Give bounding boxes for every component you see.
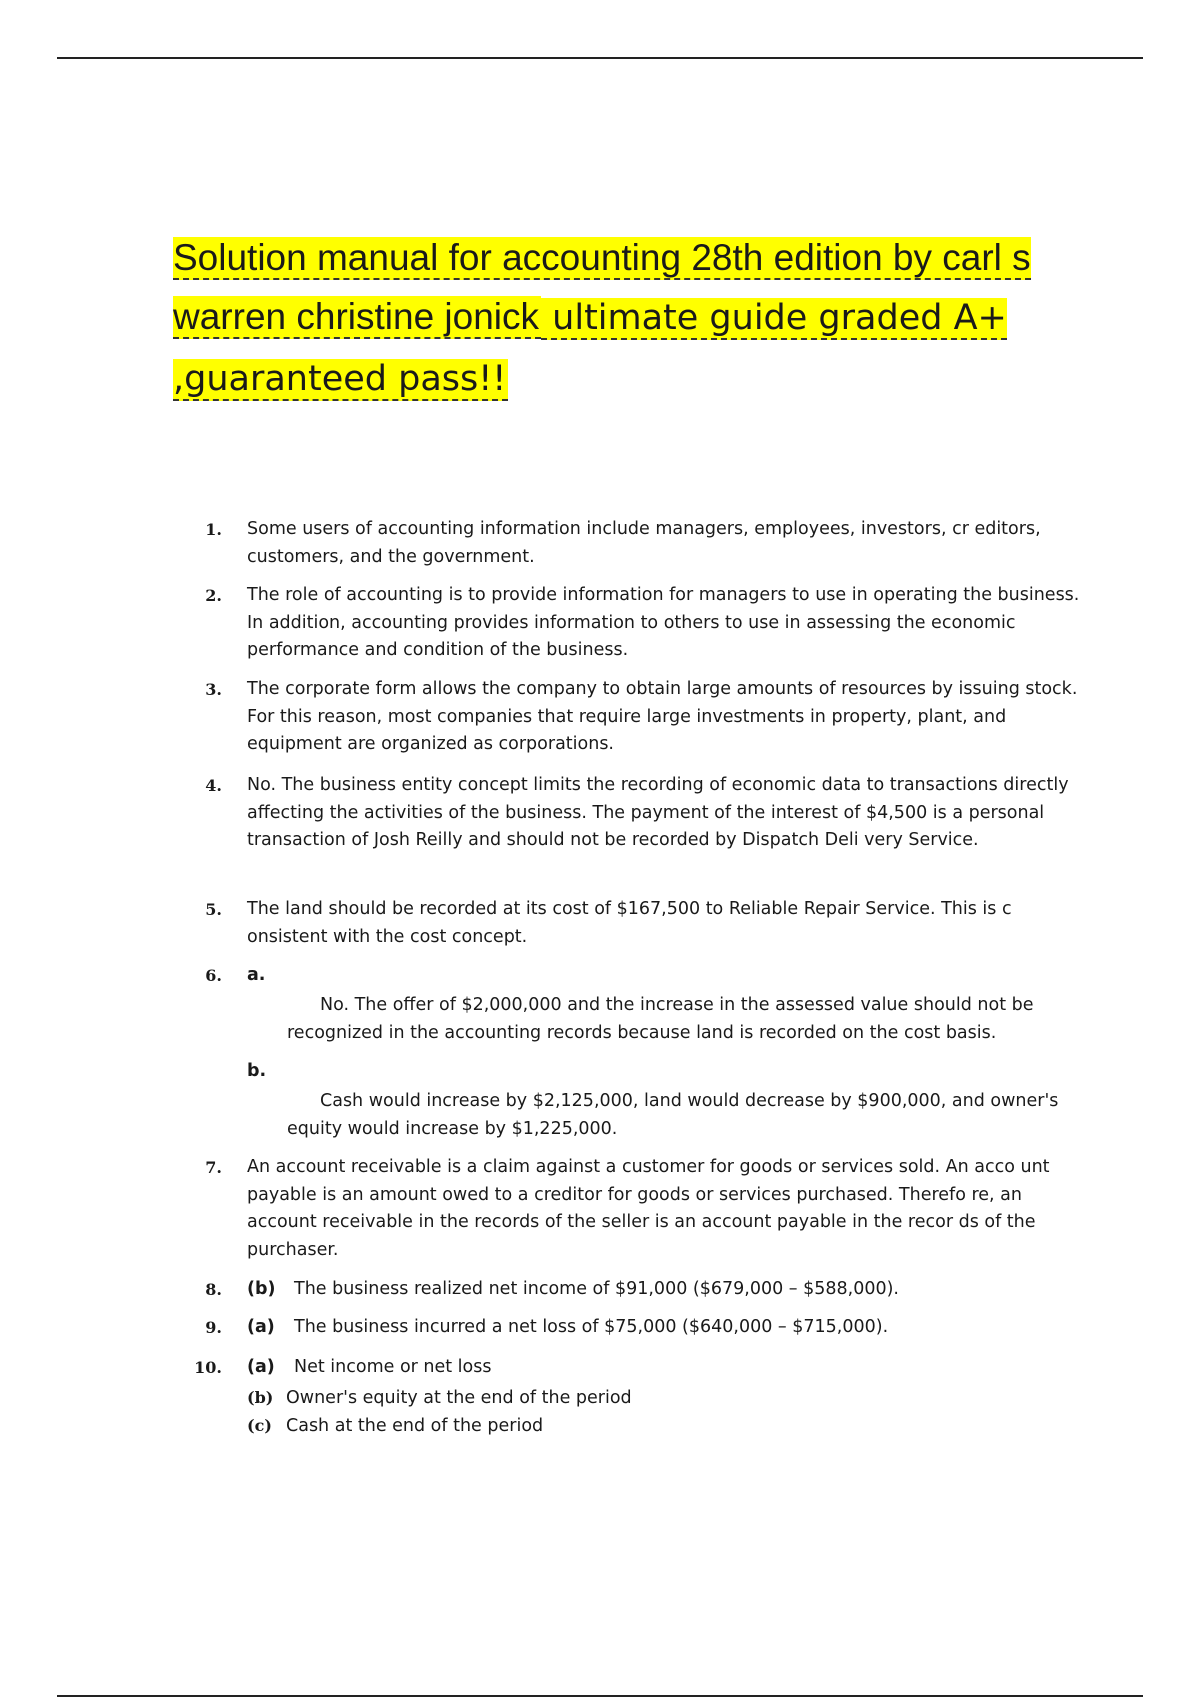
top-rule xyxy=(57,57,1143,59)
answer-text: The business incurred a net loss of $75,000 ($640,000 – $715,000). xyxy=(294,1317,889,1337)
answer-line xyxy=(247,1276,1087,1304)
answer-number: 8. xyxy=(205,1280,222,1299)
item-text: Net income or net loss xyxy=(294,1357,492,1377)
item-text: Cash at the end of the period xyxy=(286,1416,544,1436)
answer-number: 9. xyxy=(205,1318,222,1337)
item-label: (c) xyxy=(247,1416,272,1435)
answer-text: The land should be recorded at its cost of $167,500 to Reliable Repair Service. This is c onsistent with the cost concept. xyxy=(247,899,1012,947)
item-label: (a) xyxy=(247,1357,275,1377)
answer-text: The business realized net income of $91,000 ($679,000 – $588,000). xyxy=(294,1279,899,1299)
item-text: Owner's equity at the end of the period xyxy=(286,1388,632,1408)
answer-number: 10. xyxy=(194,1358,222,1377)
answer-10-item-a xyxy=(247,1354,1087,1382)
answer-number: 6. xyxy=(205,966,222,985)
answer-text: Some users of accounting information include managers, employees, investors, cr editors, customers, and the government. xyxy=(247,519,1041,567)
sub-label-b: b. xyxy=(247,1061,267,1081)
sub-label-a: a. xyxy=(247,965,266,985)
item-label: (b) xyxy=(247,1388,274,1407)
answer-text: The corporate form allows the company to obtain large amounts of resources by issuing stock. For this reason, most companies that require large investments in property, plant, and equipment are organized as corporations. xyxy=(247,679,1078,754)
title-part-1: Solution manual for accounting 28th edition by carl s warren christine jonick xyxy=(173,237,1031,337)
sub-text-a: No. The offer of $2,000,000 and the increase in the assessed value should not be recognized in the accounting records because land is recorded on the cost basis. xyxy=(287,995,1034,1043)
answer-text: The role of accounting is to provide information for managers to use in operating the business. In addition, accounting provides information to others to use in assessing the economic performance and condition of the business. xyxy=(247,585,1080,660)
document-title xyxy=(173,228,1113,409)
bottom-rule xyxy=(57,1695,1143,1697)
answer-number: 2. xyxy=(205,586,222,605)
answer-number: 7. xyxy=(205,1158,222,1177)
answer-label: (a) xyxy=(247,1317,275,1337)
answer-number: 4. xyxy=(205,776,222,795)
answer-label: (b) xyxy=(247,1279,276,1299)
answer-number: 1. xyxy=(205,520,222,539)
answer-number: 5. xyxy=(205,900,222,919)
answer-text: An account receivable is a claim against a customer for goods or services sold. An acco unt payable is an amount owed to a creditor for goods or services purchased. Therefo re, an account receivable in the records of the seller is an account payable in the recor ds of the purchaser. xyxy=(247,1157,1050,1260)
answer-number: 3. xyxy=(205,680,222,699)
sub-text-b: Cash would increase by $2,125,000, land would decrease by $900,000, and owner's equity would increase by $1,225,000. xyxy=(287,1091,1059,1139)
answer-10-item-c xyxy=(247,1412,1087,1441)
answer-line xyxy=(247,1314,1087,1342)
answer-10-item-b xyxy=(247,1384,1087,1413)
title-part-2: ultimate guide graded A+ ,guaranteed pass!! xyxy=(173,298,1007,399)
answer-text: No. The business entity concept limits the recording of economic data to transactions directly affecting the activities of the business. The payment of the interest of $4,500 is a personal transaction of Josh Reilly and should not be recorded by Dispatch Deli very Service. xyxy=(247,775,1069,850)
